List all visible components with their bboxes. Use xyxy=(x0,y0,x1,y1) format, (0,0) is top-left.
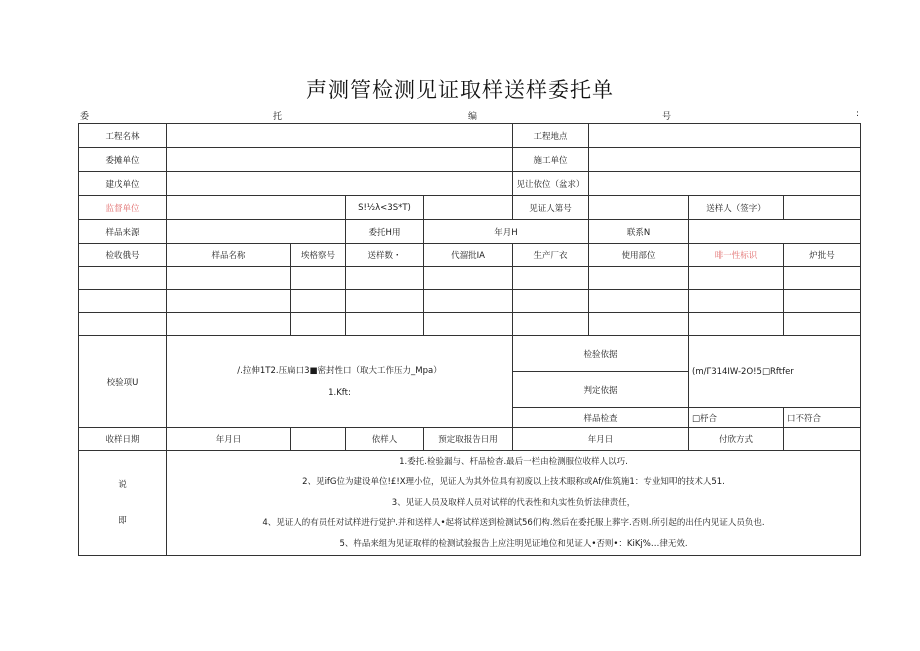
judge-basis-label: 判定依据 xyxy=(513,372,689,408)
column-header: 送样数・ xyxy=(346,244,424,267)
witness-unit-value[interactable] xyxy=(589,172,861,196)
table-cell[interactable] xyxy=(689,290,784,313)
table-cell[interactable] xyxy=(167,313,291,336)
table-cell[interactable] xyxy=(424,313,513,336)
note-item: 2、见ifG位为建设单位!£!X理小位，见证人为其外位具有初废以上技术眼称或Af/隹筑施1：专业知叩的技术人51. xyxy=(302,477,725,488)
column-header: 炉批号 xyxy=(784,244,861,267)
table-cell[interactable] xyxy=(513,290,589,313)
payment-label: 付欣方式 xyxy=(689,428,784,451)
column-header: 生产厂衣 xyxy=(513,244,589,267)
explain-char-2: 即 xyxy=(118,516,127,526)
table-cell[interactable] xyxy=(346,267,424,290)
column-header: 代溜批IA xyxy=(424,244,513,267)
build-unit-value[interactable] xyxy=(167,172,513,196)
supervision-unit-label: 监督单位 xyxy=(79,196,167,220)
project-name-label: 工程名林 xyxy=(79,124,167,148)
contact-label: 联系N xyxy=(589,220,689,244)
report-date-label: 预定取报告日用 xyxy=(424,428,513,451)
table-cell[interactable] xyxy=(167,290,291,313)
witness-unit-label: 见让依位（盆求） xyxy=(513,172,589,196)
explain-char-1: 说 xyxy=(118,480,127,490)
table-cell[interactable] xyxy=(346,313,424,336)
column-header: 啡一性标识 xyxy=(689,244,784,267)
column-header: 使用部位 xyxy=(589,244,689,267)
note-item: 5、杵品来组为见证取样的检测试验报告上应注明见证地位和见证人•否则•：KiKj%…律无效. xyxy=(339,538,688,549)
receive-date-value[interactable]: 年月日 xyxy=(167,428,291,451)
entrust-colon: : xyxy=(856,109,860,119)
report-date-value[interactable]: 年月日 xyxy=(513,428,689,451)
table-cell[interactable] xyxy=(784,267,861,290)
explain-label xyxy=(79,451,167,556)
project-name-value[interactable] xyxy=(167,124,513,148)
signature-code-value[interactable] xyxy=(424,196,513,220)
check-item-2: 1.Kft: xyxy=(328,387,351,398)
project-site-label: 工程地点 xyxy=(513,124,589,148)
check-basis-label: 检验依据 xyxy=(513,336,689,372)
note-item: 1.委托.检验漏与、杆品检杳.最后一栏由检测服位收样人以巧. xyxy=(399,456,628,467)
entrust-char: 托 xyxy=(273,112,283,122)
entrust-date-label: 委托H用 xyxy=(346,220,424,244)
column-header: 样品名称 xyxy=(167,244,291,267)
table-cell[interactable] xyxy=(513,267,589,290)
entrust-char: 委 xyxy=(80,112,90,122)
construction-unit-label: 施工单位 xyxy=(513,148,589,172)
table-cell[interactable] xyxy=(291,313,346,336)
note-item: 4、见证人的有员任对试样进行觉护.并和送样人•起将试样送到检测试56们构.然后在委托服上葬字.否则.所引起的出任内见证人员负也. xyxy=(262,518,765,529)
entrust-char: 号 xyxy=(662,112,672,122)
fail-checkbox[interactable]: 口不符合 xyxy=(784,408,861,428)
table-cell[interactable] xyxy=(424,267,513,290)
sample-source-label: 样品来源 xyxy=(79,220,167,244)
table-row xyxy=(79,290,861,313)
build-unit-label: 建戊单位 xyxy=(79,172,167,196)
pass-checkbox[interactable]: □杼合 xyxy=(689,408,784,428)
receive-date-label: 收样日期 xyxy=(79,428,167,451)
table-cell[interactable] xyxy=(167,267,291,290)
table-cell[interactable] xyxy=(79,313,167,336)
entrust-char: 编 xyxy=(468,112,478,122)
note-item: 3、见证人员及取样人员对试样的代表性和丸实性负忻法律责任， xyxy=(391,497,636,508)
payment-value[interactable] xyxy=(784,428,861,451)
entrust-form-table xyxy=(78,123,861,556)
table-cell[interactable] xyxy=(513,313,589,336)
check-items-content xyxy=(167,336,513,428)
witness-cert-value[interactable] xyxy=(589,196,689,220)
check-item-1: /.拉伸1T2.压扁口3■密封性口（取大工作压力_Mpa） xyxy=(237,365,442,376)
table-cell[interactable] xyxy=(689,267,784,290)
table-cell[interactable] xyxy=(589,313,689,336)
supervision-unit-value[interactable] xyxy=(167,196,346,220)
table-row xyxy=(79,313,861,336)
table-cell[interactable] xyxy=(79,267,167,290)
project-site-value[interactable] xyxy=(589,124,861,148)
sample-check-label: 样品检查 xyxy=(513,408,689,428)
witness-cert-label: 见证人第号 xyxy=(513,196,589,220)
sender-label: 送样人（签字） xyxy=(689,196,784,220)
table-cell[interactable] xyxy=(291,267,346,290)
explain-notes xyxy=(167,451,861,556)
table-cell[interactable] xyxy=(589,267,689,290)
contact-value[interactable] xyxy=(689,220,861,244)
check-basis-value: (m/Γ314IW-2O!5□Rftfer xyxy=(689,336,861,408)
table-cell[interactable] xyxy=(689,313,784,336)
entrust-date-value[interactable]: 年月H xyxy=(424,220,589,244)
table-row xyxy=(79,267,861,290)
check-items-label: 校验项U xyxy=(79,336,167,428)
table-cell[interactable] xyxy=(346,290,424,313)
client-unit-value[interactable] xyxy=(167,148,513,172)
sample-source-value[interactable] xyxy=(167,220,346,244)
page-title: 声测管检测见证取样送样委托单 xyxy=(306,78,614,102)
column-header: 检收俄号 xyxy=(79,244,167,267)
construction-unit-value[interactable] xyxy=(589,148,861,172)
table-cell[interactable] xyxy=(424,290,513,313)
entrust-number-line xyxy=(78,109,860,123)
client-unit-label: 委摊单位 xyxy=(79,148,167,172)
column-header: 埃格察号 xyxy=(291,244,346,267)
receive-blank[interactable] xyxy=(291,428,346,451)
signature-code-label: S!½λ<3S*T) xyxy=(346,196,424,220)
receiver-label: 依样人 xyxy=(346,428,424,451)
table-cell[interactable] xyxy=(589,290,689,313)
table-cell[interactable] xyxy=(784,290,861,313)
table-cell[interactable] xyxy=(784,313,861,336)
sender-value[interactable] xyxy=(784,196,861,220)
table-cell[interactable] xyxy=(291,290,346,313)
table-cell[interactable] xyxy=(79,290,167,313)
